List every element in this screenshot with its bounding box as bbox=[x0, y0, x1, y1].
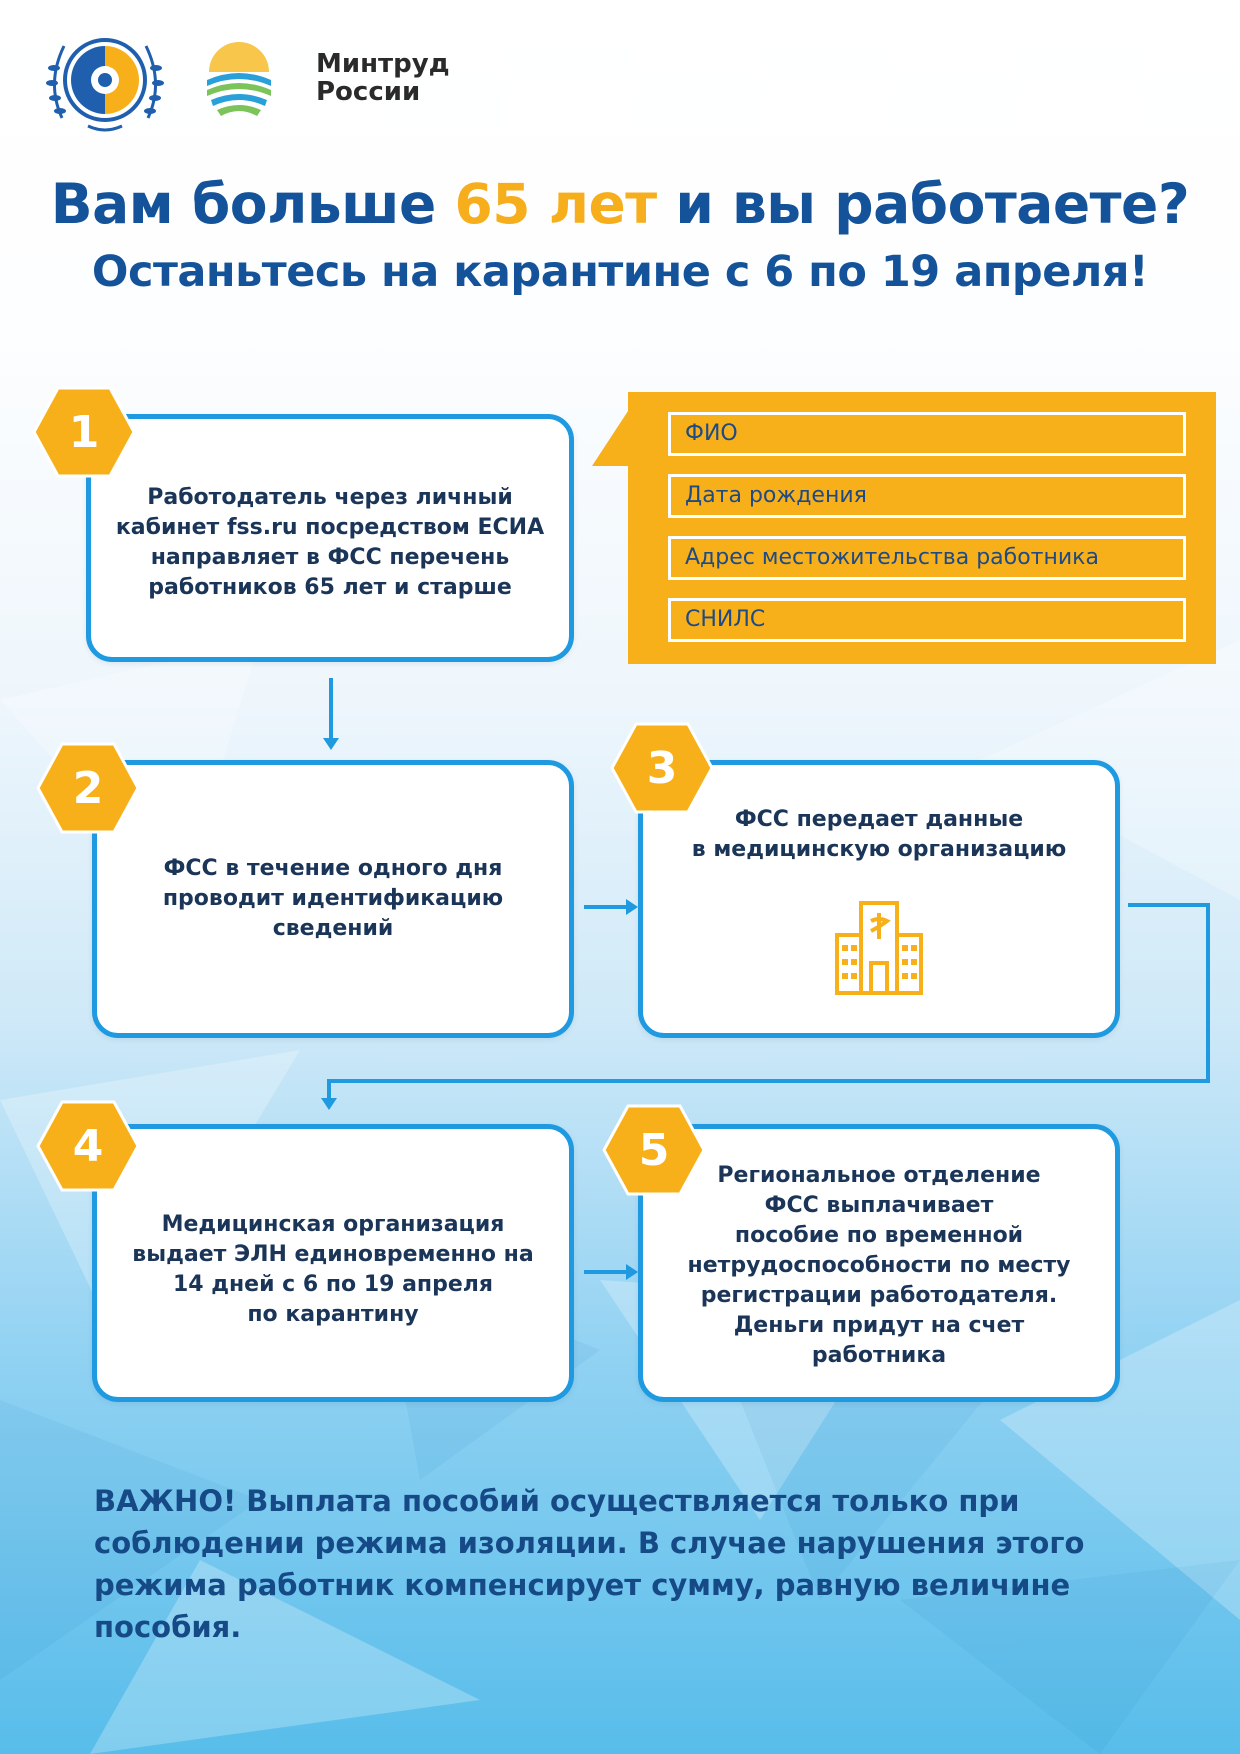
step-1-badge bbox=[32, 386, 136, 478]
step-4-badge bbox=[36, 1100, 140, 1192]
connector-1-2 bbox=[329, 678, 333, 742]
step-2-box bbox=[92, 760, 574, 1038]
arrow-right-icon bbox=[626, 1264, 638, 1280]
important-note: ВАЖНО! Выплата пособий осуществляется только при соблюдении режима изоляции. В случае нарушения этого режима работник компенсирует сумму, равную величине пособия. bbox=[94, 1484, 1085, 1644]
connector-3-4-a bbox=[1128, 903, 1210, 907]
field-fio: ФИО bbox=[668, 412, 1186, 456]
connector-2-3 bbox=[584, 905, 628, 909]
ministry-name-line2: России bbox=[316, 77, 421, 107]
step-2-badge bbox=[36, 742, 140, 834]
hospital-building-icon bbox=[833, 899, 925, 997]
arrow-right-icon bbox=[626, 899, 638, 915]
connector-3-4-b bbox=[1206, 903, 1210, 1083]
callout-tail bbox=[592, 408, 630, 466]
step-4-text: Медицинская организация выдает ЭЛН единовременно на 14 дней с 6 по 19 апреля по карантину bbox=[132, 1212, 534, 1327]
step-4-number: 4 bbox=[72, 1120, 104, 1172]
step-3-number: 3 bbox=[646, 742, 678, 794]
ministry-name-line1: Минтруд bbox=[316, 49, 450, 79]
field-birthdate: Дата рождения bbox=[668, 474, 1186, 518]
step-3-badge bbox=[610, 722, 714, 814]
step-5-text: Региональное отделение ФСС выплачивает пособие по временной нетрудоспособности по месту регистрации работодателя. Деньги придут на счет работника bbox=[687, 1163, 1071, 1368]
arrow-down-icon bbox=[321, 1098, 337, 1110]
step-1-box bbox=[86, 414, 574, 662]
field-snils: СНИЛС bbox=[668, 598, 1186, 642]
step-5-box bbox=[638, 1124, 1120, 1402]
ministry-name bbox=[316, 50, 450, 106]
connector-4-5 bbox=[584, 1270, 628, 1274]
step-4-box bbox=[92, 1124, 574, 1402]
main-title bbox=[0, 172, 1240, 236]
arrow-down-icon bbox=[323, 738, 339, 750]
title-highlight: 65 лет bbox=[454, 172, 657, 236]
step-2-number: 2 bbox=[72, 762, 104, 814]
step-5-badge bbox=[602, 1104, 706, 1196]
subtitle: Останьтесь на карантине с 6 по 19 апреля! bbox=[91, 247, 1149, 297]
step-3-text: ФСС передает данные в медицинскую организацию bbox=[691, 807, 1067, 862]
connector-3-4-c bbox=[327, 1079, 1210, 1083]
step-1-number: 1 bbox=[68, 406, 100, 458]
step-2-text: ФСС в течение одного дня проводит идентификацию сведений bbox=[162, 856, 504, 941]
title-part2: и вы работаете? bbox=[656, 172, 1190, 236]
step-5-number: 5 bbox=[638, 1124, 670, 1176]
step-1-text: Работодатель через личный кабинет fss.ru посредством ЕСИА направляет в ФСС перечень работников 65 лет и старше bbox=[115, 485, 545, 600]
mintrud-logo-icon bbox=[203, 36, 275, 118]
fss-emblem-icon bbox=[40, 28, 170, 138]
field-address: Адрес местожительства работника bbox=[668, 536, 1186, 580]
title-part1: Вам больше bbox=[50, 172, 455, 236]
